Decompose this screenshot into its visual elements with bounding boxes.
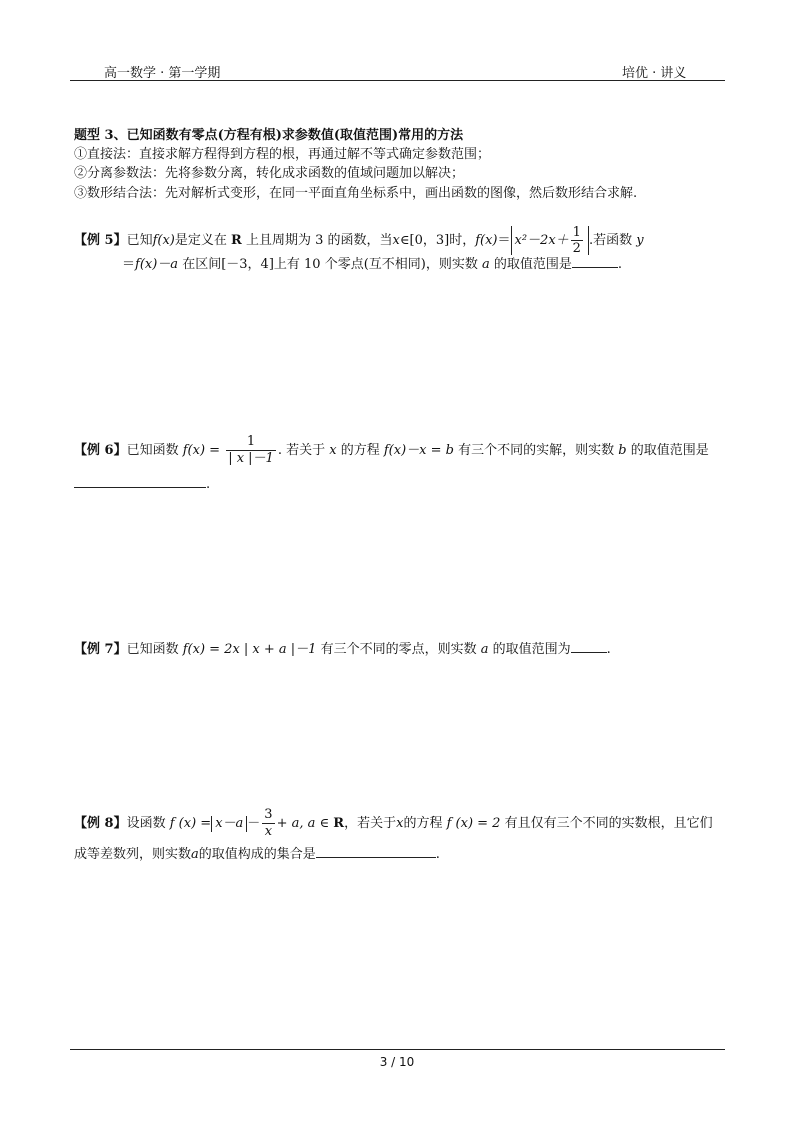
fraction-ex6: $\frac{1}{| x |-1}$: [228, 434, 274, 466]
example-8-label: 【例 8】: [74, 816, 127, 831]
example-8-line-2: 成等差数列，则实数a的取值构成的集合是 .: [74, 847, 440, 862]
method-2: ②分离参数法：先将参数分离，转化成求函数的值域问题加以解决；: [74, 166, 465, 181]
example-7-label: 【例 7】: [74, 642, 127, 657]
fraction-ex8: $\frac{3}{x}$: [264, 807, 273, 839]
example-6-line-2: .: [74, 475, 210, 494]
header-rule: [70, 80, 725, 81]
footer-rule: [70, 1049, 725, 1050]
method-1: ①直接法：直接求解方程得到方程的根，再通过解不等式确定参数范围；: [74, 147, 491, 162]
fraction-half: $\frac{1}{2}$: [572, 225, 581, 256]
example-6-line-1: 【例 6】已知函数 f(x) = $\frac{1}{| x |-1}$ . 若关于 x 的方程 f(x)－x = b 有三个不同的实解，则实数 b 的取值范围是: [74, 434, 709, 466]
abs-expression: x²－2x＋ $\frac{1}{2}$: [511, 226, 589, 255]
answer-blank-6[interactable]: [74, 475, 206, 488]
abs-x-minus-a: x－a: [211, 816, 247, 832]
answer-blank-7[interactable]: [571, 640, 607, 653]
header-left: 高一数学 · 第一学期: [104, 66, 221, 81]
example-5-label: 【例 5】: [74, 233, 127, 248]
example-5-line-2: ＝f(x)－a 在区间[－3，4]上有 10 个零点(互不相同)，则实数 a 的取值范围是 .: [122, 257, 623, 272]
answer-blank-5[interactable]: [572, 255, 618, 268]
example-5-line-1: 【例 5】已知f(x)是定义在 R 上且周期为 3 的函数，当x∈[0，3]时，f(x)＝ x²－2x＋ $\frac{1}{2}$ .若函数 y: [74, 225, 644, 256]
header-right: 培优 · 讲义: [622, 66, 687, 81]
answer-blank-8[interactable]: [316, 845, 436, 858]
section-title: 题型 3、已知函数有零点(方程有根)求参数值(取值范围)常用的方法: [74, 128, 464, 143]
example-7-line: 【例 7】已知函数 f(x) = 2x | x + a |－1 有三个不同的零点，则实数 a 的取值范围为 .: [74, 642, 611, 657]
page-number: 3 / 10: [379, 1055, 415, 1069]
example-6-label: 【例 6】: [74, 443, 127, 458]
example-8-line-1: 【例 8】设函数 f (x) = x－a － $\frac{3}{x}$ + a, a ∈ R，若关于x的方程 f (x) = 2 有且仅有三个不同的实数根，且它们: [74, 807, 713, 839]
method-3: ③数形结合法：先对解析式变形，在同一平面直角坐标系中，画出函数的图像，然后数形结合求解.: [74, 186, 638, 201]
